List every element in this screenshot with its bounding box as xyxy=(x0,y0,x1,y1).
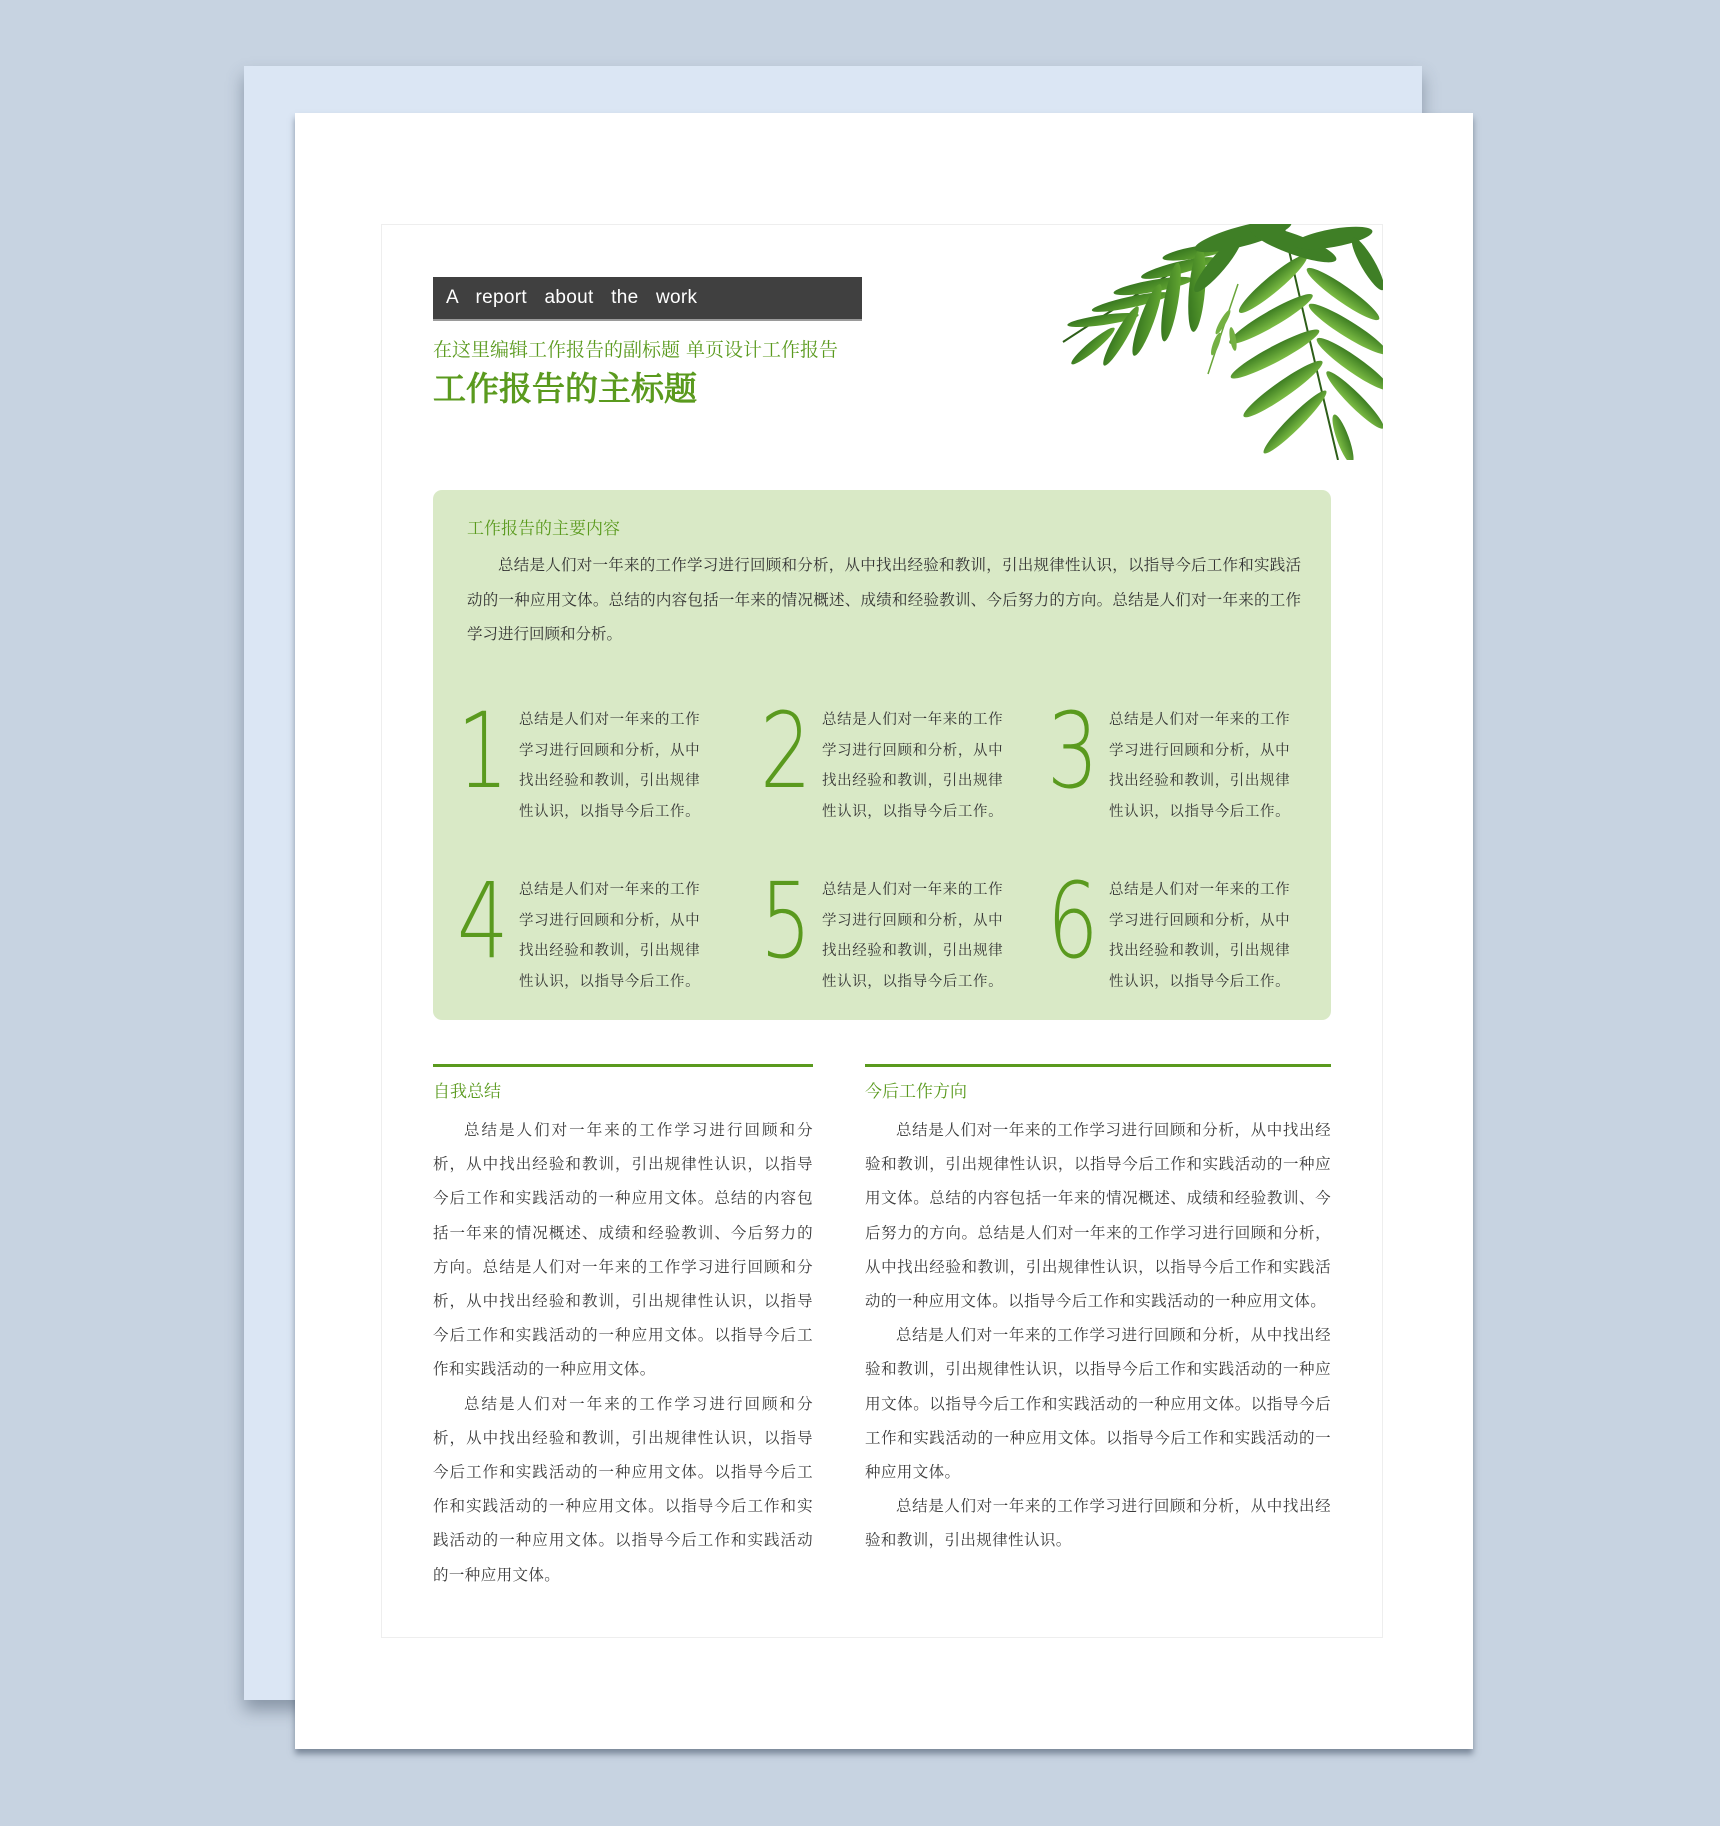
main-content-heading: 工作报告的主要内容 xyxy=(467,519,620,539)
main-content-intro: 总结是人们对一年来的工作学习进行回顾和分析，从中找出经验和教训，引出规律性认识，以指导今后工作和实践活动的一种应用文体。总结的内容包括一年来的情况概述、成绩和经验教训、今后努力的方向。总结是人们对一年来的工作学习进行回顾和分析。 xyxy=(467,556,1301,643)
item-text: 总结是人们对一年来的工作学习进行回顾和分析，从中找出经验和教训，引出规律性认识，以指导今后工作。 xyxy=(519,882,701,990)
numbered-item-6 xyxy=(1047,860,1307,995)
item-text: 总结是人们对一年来的工作学习进行回顾和分析，从中找出经验和教训，引出规律性认识，以指导今后工作。 xyxy=(822,712,1004,820)
item-text: 总结是人们对一年来的工作学习进行回顾和分析，从中找出经验和教训，引出规律性认识，以指导今后工作。 xyxy=(822,882,1004,990)
item-number: 6 xyxy=(1047,860,1099,982)
paragraph: 总结是人们对一年来的工作学习进行回顾和分析，从中找出经验和教训，引出规律性认识，以指导今后工作和实践活动的一种应用文体。以指导今后工作和实践活动的一种应用文体。以指导今后工作和实践活动的一种应用文体。以指导今后工作和实践活动的一种应用文体。 xyxy=(865,1326,1331,1482)
item-number: 4 xyxy=(457,860,509,982)
future-direction-body xyxy=(865,1113,1331,1558)
report-banner: A report about the work xyxy=(433,277,862,321)
subtitle: 在这里编辑工作报告的副标题 单页设计工作报告 xyxy=(433,339,839,361)
item-number: 5 xyxy=(760,860,812,982)
item-number: 3 xyxy=(1047,690,1099,812)
item-text: 总结是人们对一年来的工作学习进行回顾和分析，从中找出经验和教训，引出规律性认识，以指导今后工作。 xyxy=(1109,712,1291,820)
self-summary-heading: 自我总结 xyxy=(433,1082,501,1102)
numbered-item-5 xyxy=(760,860,1020,995)
item-number: 2 xyxy=(760,690,812,812)
paragraph: 总结是人们对一年来的工作学习进行回顾和分析，从中找出经验和教训，引出规律性认识，以指导今后工作和实践活动的一种应用文体。以指导今后工作和实践活动的一种应用文体。以指导今后工作和实践活动的一种应用文体。以指导今后工作和实践活动的一种应用文体。 xyxy=(433,1394,813,1584)
future-direction-section xyxy=(865,1064,1331,1558)
self-summary-body xyxy=(433,1113,813,1592)
item-number: 1 xyxy=(457,690,509,812)
paragraph: 总结是人们对一年来的工作学习进行回顾和分析，从中找出经验和教训，引出规律性认识，以指导今后工作和实践活动的一种应用文体。总结的内容包括一年来的情况概述、成绩和经验教训、今后努力的方向。总结是人们对一年来的工作学习进行回顾和分析，从中找出经验和教训，引出规律性认识，以指导今后工作和实践活动的一种应用文体。以指导今后工作和实践活动的一种应用文体。 xyxy=(865,1121,1331,1311)
item-text: 总结是人们对一年来的工作学习进行回顾和分析，从中找出经验和教训，引出规律性认识，以指导今后工作。 xyxy=(519,712,701,820)
numbered-item-3 xyxy=(1047,690,1307,825)
numbered-item-4 xyxy=(457,860,717,995)
paragraph: 总结是人们对一年来的工作学习进行回顾和分析，从中找出经验和教训，引出规律性认识。 xyxy=(865,1497,1331,1550)
numbered-item-1 xyxy=(457,690,717,825)
section-divider xyxy=(433,1064,813,1067)
item-text: 总结是人们对一年来的工作学习进行回顾和分析，从中找出经验和教训，引出规律性认识，以指导今后工作。 xyxy=(1109,882,1291,990)
self-summary-section xyxy=(433,1064,813,1592)
paragraph: 总结是人们对一年来的工作学习进行回顾和分析，从中找出经验和教训，引出规律性认识，以指导今后工作和实践活动的一种应用文体。总结的内容包括一年来的情况概述、成绩和经验教训、今后努力的方向。总结是人们对一年来的工作学习进行回顾和分析，从中找出经验和教训，引出规律性认识，以指导今后工作和实践活动的一种应用文体。以指导今后工作和实践活动的一种应用文体。 xyxy=(433,1121,813,1379)
fern-leaf-image xyxy=(1043,224,1383,460)
main-content-box xyxy=(433,490,1331,1020)
numbered-item-2 xyxy=(760,690,1020,825)
section-divider xyxy=(865,1064,1331,1067)
main-title: 工作报告的主标题 xyxy=(433,369,697,408)
future-direction-heading: 今后工作方向 xyxy=(865,1082,967,1102)
